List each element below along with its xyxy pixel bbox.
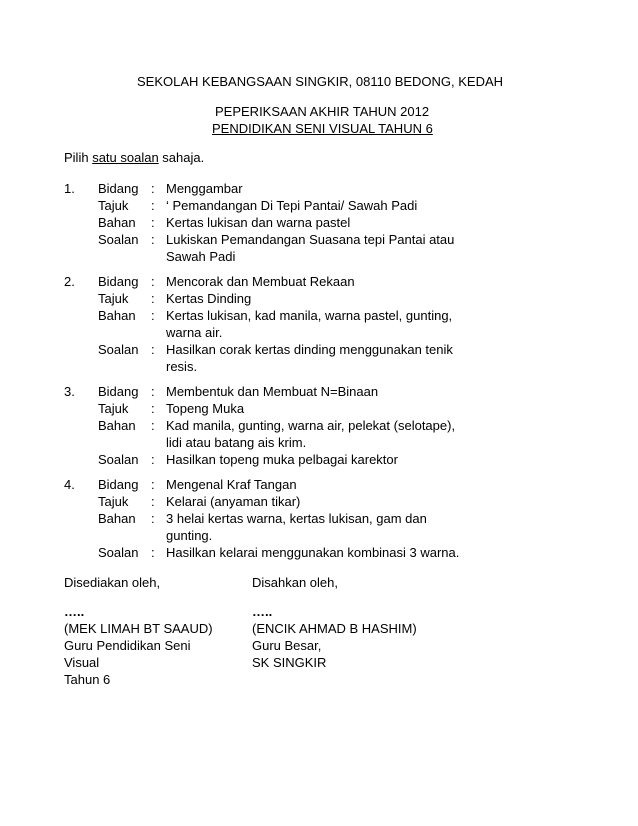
soalan-value: Hasilkan kelarai menggunakan kombinasi 3 warna. xyxy=(166,545,460,560)
bahan-value: Kertas lukisan dan warna pastel xyxy=(166,215,351,230)
colon: : xyxy=(151,198,155,213)
colon: : xyxy=(151,494,155,509)
bahan-value: 3 helai kertas warna, kertas lukisan, gam dan xyxy=(166,511,427,526)
colon: : xyxy=(151,274,155,289)
instruction-suffix: sahaja. xyxy=(158,150,205,165)
label-bahan: Bahan xyxy=(98,215,136,230)
subject-title: PENDIDIKAN SENI VISUAL TAHUN 6 xyxy=(212,121,433,136)
soalan-value-cont: resis. xyxy=(166,359,198,374)
label-bidang: Bidang xyxy=(98,181,139,196)
colon: : xyxy=(151,452,155,467)
label-soalan: Soalan xyxy=(98,232,139,247)
bidang-value: Mencorak dan Membuat Rekaan xyxy=(166,274,355,289)
question-number: 3. xyxy=(64,384,75,399)
colon: : xyxy=(151,418,155,433)
instruction-emphasis: satu soalan xyxy=(92,150,159,165)
colon: : xyxy=(151,511,155,526)
bahan-value-cont: gunting. xyxy=(166,528,213,543)
label-tajuk: Tajuk xyxy=(98,291,129,306)
question-number: 4. xyxy=(64,477,75,492)
soalan-value-cont: Sawah Padi xyxy=(166,249,236,264)
preparer-title-3: Tahun 6 xyxy=(64,672,111,687)
colon: : xyxy=(151,477,155,492)
colon: : xyxy=(151,308,155,323)
instruction-prefix: Pilih xyxy=(64,150,93,165)
bahan-value: Kad manila, gunting, warna air, pelekat (selotape), xyxy=(166,418,456,433)
label-tajuk: Tajuk xyxy=(98,401,129,416)
bidang-value: Menggambar xyxy=(166,181,243,196)
label-soalan: Soalan xyxy=(98,452,139,467)
bidang-value: Membentuk dan Membuat N=Binaan xyxy=(166,384,379,399)
label-bidang: Bidang xyxy=(98,384,139,399)
colon: : xyxy=(151,215,155,230)
question-number: 1. xyxy=(64,181,75,196)
preparer-title-2: Visual xyxy=(64,655,100,670)
label-bidang: Bidang xyxy=(98,274,139,289)
colon: : xyxy=(151,291,155,306)
approved-by-caption: Disahkan oleh, xyxy=(252,575,338,590)
bahan-value-cont: lidi atau batang ais krim. xyxy=(166,435,307,450)
label-bidang: Bidang xyxy=(98,477,139,492)
soalan-value: Lukiskan Pemandangan Suasana tepi Pantai atau xyxy=(166,232,455,247)
bahan-value-cont: warna air. xyxy=(166,325,223,340)
approver-title-1: Guru Besar, xyxy=(252,638,322,653)
approver-title-2: SK SINGKIR xyxy=(252,655,327,670)
tajuk-value: Kelarai (anyaman tikar) xyxy=(166,494,301,509)
bidang-value: Mengenal Kraf Tangan xyxy=(166,477,297,492)
colon: : xyxy=(151,232,155,247)
colon: : xyxy=(151,181,155,196)
colon: : xyxy=(151,401,155,416)
soalan-value: Hasilkan topeng muka pelbagai karektor xyxy=(166,452,398,467)
instruction xyxy=(64,149,204,166)
label-soalan: Soalan xyxy=(98,545,139,560)
tajuk-value: Topeng Muka xyxy=(166,401,245,416)
preparer-title-1: Guru Pendidikan Seni xyxy=(64,638,191,653)
label-tajuk: Tajuk xyxy=(98,494,129,509)
label-bahan: Bahan xyxy=(98,418,136,433)
signature-dots: ….. xyxy=(252,604,273,619)
tajuk-value: ‘ Pemandangan Di Tepi Pantai/ Sawah Padi xyxy=(166,198,418,213)
label-tajuk: Tajuk xyxy=(98,198,129,213)
label-soalan: Soalan xyxy=(98,342,139,357)
colon: : xyxy=(151,545,155,560)
approver-name: (ENCIK AHMAD B HASHIM) xyxy=(252,621,417,636)
exam-title: PEPERIKSAAN AKHIR TAHUN 2012 xyxy=(215,104,430,119)
question-number: 2. xyxy=(64,274,75,289)
label-bahan: Bahan xyxy=(98,511,136,526)
signature-dots: ….. xyxy=(64,604,85,619)
prepared-by-caption: Disediakan oleh, xyxy=(64,575,161,590)
colon: : xyxy=(151,342,155,357)
label-bahan: Bahan xyxy=(98,308,136,323)
soalan-value: Hasilkan corak kertas dinding menggunakan tenik xyxy=(166,342,453,357)
colon: : xyxy=(151,384,155,399)
bahan-value: Kertas lukisan, kad manila, warna pastel, gunting, xyxy=(166,308,453,323)
tajuk-value: Kertas Dinding xyxy=(166,291,252,306)
school-header: SEKOLAH KEBANGSAAN SINGKIR, 08110 BEDONG, KEDAH xyxy=(137,74,504,89)
preparer-name: (MEK LIMAH BT SAAUD) xyxy=(64,621,213,636)
